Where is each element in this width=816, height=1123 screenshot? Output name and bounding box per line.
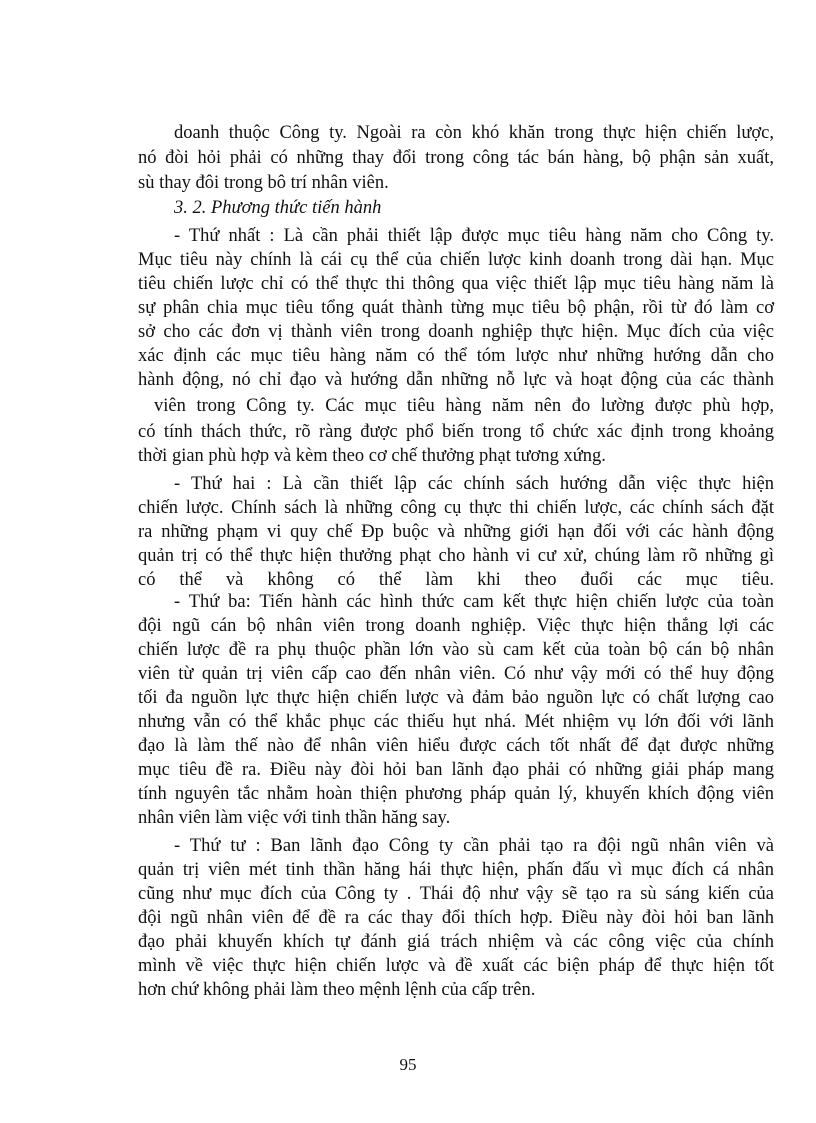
- text-line: tính nguyên tắc nhằm hoàn thiện phương pháp quản lý, khuyến khích động viên: [138, 784, 774, 804]
- text-line: thời gian phù hợp và kèm theo cơ chế thưởng phạt tương xứng.: [138, 446, 606, 466]
- text-line: mục tiêu đề ra. Điều này đòi hỏi ban lãnh đạo phải có những giải pháp mang: [138, 760, 774, 780]
- text-line: nhân viên làm việc với tinh thần hăng say.: [138, 808, 451, 828]
- text-line: đạo phải khuyến khích tự đánh giá trách nhiệm và các công việc của chính: [138, 932, 774, 952]
- page-number: 95: [399, 1055, 417, 1074]
- text-line: có thể và không có thể làm khi theo đuổi các mục tiêu.: [138, 570, 774, 590]
- text-line: hơn chứ không phải làm theo mệnh lệnh của cấp trên.: [138, 980, 536, 1000]
- section-heading: 3. 2. Phương thức tiến hành: [174, 198, 382, 218]
- text-line: cũng như mục đích của Công ty . Thái độ như vậy sẽ tạo ra sù sáng kiến của: [138, 884, 774, 904]
- text-line: - Thứ hai : Là cần thiết lập các chính sách hướng dẫn việc thực hiện: [174, 474, 774, 494]
- text-line: quản trị có thể thực hiện thưởng phạt cho hành vi cư xử, chúng làm rõ những gì: [138, 546, 774, 566]
- text-line: nó đòi hỏi phải có những thay đổi trong công tác bán hàng, bộ phận sản xuất,: [138, 148, 774, 168]
- text-line: tối đa nguồn lực thực hiện chiến lược và đảm bảo nguồn lực có chất lượng cao: [138, 688, 774, 708]
- text-line: đội ngũ nhân viên để đề ra các thay đổi thích hợp. Điều này đòi hỏi ban lãnh: [138, 908, 774, 928]
- text-line: viên trong Công ty. Các mục tiêu hàng năm nên đo lường được phù hợp,: [154, 396, 774, 416]
- text-line: chiến lược. Chính sách là những công cụ thực thi chiến lược, các chính sách đặt: [138, 498, 774, 518]
- text-line: sở cho các đơn vị thành viên trong doanh nghiệp thực hiện. Mục đích của việc: [138, 322, 774, 342]
- text-line: mình về việc thực hiện chiến lược và đề xuất các biện pháp để thực hiện tốt: [138, 956, 774, 976]
- text-line: viên từ quản trị viên cấp cao đến nhân viên. Có như vậy mới có thể huy động: [138, 664, 774, 684]
- text-line: - Thứ nhất : Là cần phải thiết lập được mục tiêu hàng năm cho Công ty.: [174, 226, 774, 246]
- text-line: đội ngũ cán bộ nhân viên trong doanh nghiệp. Việc thực hiện thắng lợi các: [138, 616, 774, 636]
- text-line: - Thứ tư : Ban lãnh đạo Công ty cần phải tạo ra đội ngũ nhân viên và: [174, 836, 774, 856]
- text-line: nhưng vẫn có thể khắc phục các thiếu hụt nhá. Mét nhiệm vụ lớn đối với lãnh: [138, 712, 774, 732]
- text-line: sự phân chia mục tiêu tổng quát thành từng mục tiêu bộ phận, rồi từ đó làm cơ: [138, 298, 774, 318]
- text-line: hành động, nó chỉ đạo và hướng dẫn những nỗ lực và hoạt động của các thành: [138, 370, 774, 390]
- text-line: - Thứ ba: Tiến hành các hình thức cam kết thực hiện chiến lược của toàn: [174, 592, 774, 612]
- text-line: chiến lược đề ra phụ thuộc phần lớn vào sù cam kết của toàn bộ cán bộ nhân: [138, 640, 774, 660]
- text-line: ra những phạm vi quy chế Đp buộc và những giới hạn đối với các hành động: [138, 522, 774, 542]
- text-line: tiêu chiến lược chỉ có thể thực thi thông qua việc thiết lập mục tiêu hàng năm là: [138, 274, 774, 294]
- text-line: Mục tiêu này chính là cái cụ thể của chiến lược kinh doanh trong dài hạn. Mục: [138, 250, 774, 270]
- text-line: đạo là làm thế nào để nhân viên hiểu được cách tốt nhất để đạt được những: [138, 736, 774, 756]
- text-line: quản trị viên mét tinh thần hăng hái thực hiện, phấn đấu vì mục đích cá nhân: [138, 860, 774, 880]
- text-line: xác định các mục tiêu hàng năm có thể tóm lược như những hướng dẫn cho: [138, 346, 774, 366]
- text-line: có tính thách thức, rõ ràng được phổ biến trong tổ chức xác định trong khoảng: [138, 422, 774, 442]
- text-line: doanh thuộc Công ty. Ngoài ra còn khó khăn trong thực hiện chiến lược,: [174, 123, 774, 143]
- text-line: sù thay đôi trong bô trí nhân viên.: [138, 173, 389, 193]
